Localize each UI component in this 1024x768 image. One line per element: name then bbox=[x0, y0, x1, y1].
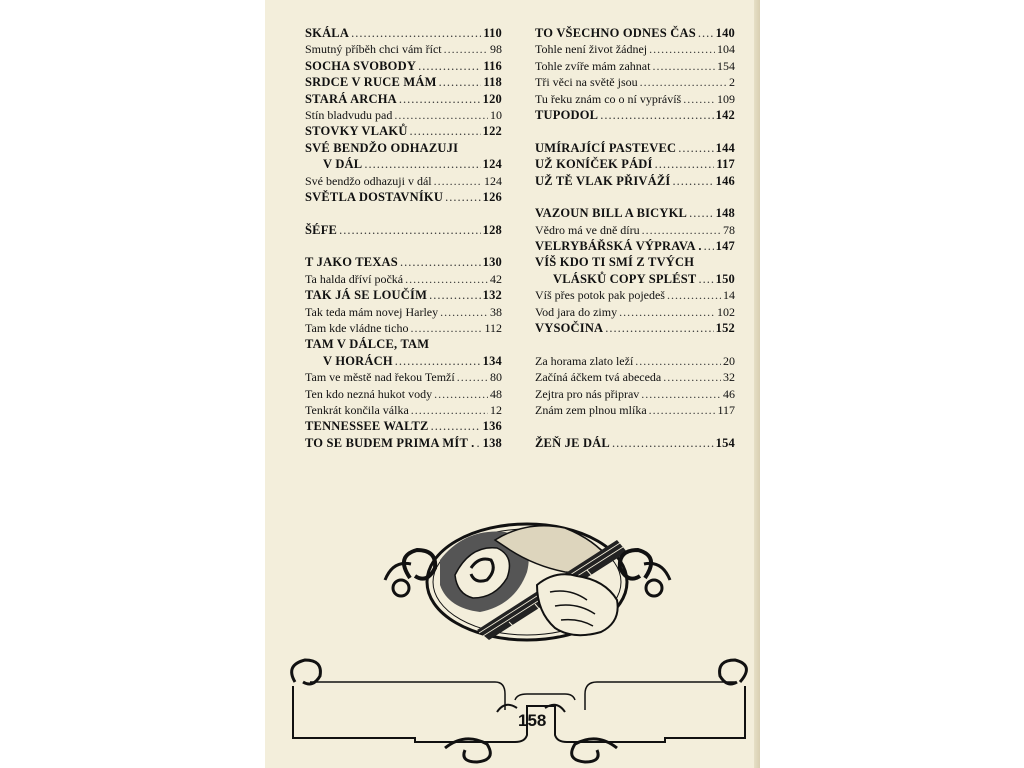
entry-page-number: 118 bbox=[483, 75, 502, 90]
entry-page-number: 48 bbox=[490, 386, 502, 401]
entry-page-number: 148 bbox=[715, 206, 735, 221]
entry-title: Za horama zlato leží bbox=[535, 353, 634, 368]
entry-title: VELRYBÁŘSKÁ VÝPRAVA . bbox=[535, 239, 702, 254]
entry-title: SRDCE V RUCE MÁM bbox=[305, 75, 437, 90]
entry-title: Znám zem plnou mlíka bbox=[535, 402, 647, 417]
entry-title: Vědro má ve dně díru bbox=[535, 222, 640, 237]
entry-page-number: 147 bbox=[715, 239, 735, 254]
entry-page-number: 110 bbox=[483, 26, 502, 40]
entry-title: Tenkrát končila válka bbox=[305, 402, 409, 417]
entry-page-number: 12 bbox=[490, 402, 502, 417]
entry-title: Tohle není život žádnej bbox=[535, 42, 648, 57]
entry-page-number: 42 bbox=[490, 271, 502, 286]
entry-page-number: 98 bbox=[490, 42, 502, 57]
guitar-illustration bbox=[427, 524, 627, 640]
entry-title: VYSOČINA bbox=[535, 321, 604, 336]
entry-title: UŽ KONÍČEK PÁDÍ bbox=[535, 157, 653, 172]
entry-page-number: 2 bbox=[729, 75, 735, 90]
entry-title: SVÉ BENDŽO ODHAZUJI bbox=[305, 140, 459, 155]
entry-title: Ta halda dříví počká bbox=[305, 271, 404, 286]
entry-page-number: 122 bbox=[482, 124, 502, 139]
entry-page-number: 32 bbox=[723, 370, 735, 385]
entry-title: Víš přes potok pak pojedeš bbox=[535, 288, 665, 303]
entry-page-number: 80 bbox=[490, 370, 502, 385]
entry-page-number: 14 bbox=[723, 288, 735, 303]
entry-title: Ten kdo nezná hukot vody bbox=[305, 386, 433, 401]
entry-page-number: 112 bbox=[484, 321, 502, 336]
entry-title: UMÍRAJÍCÍ PASTEVEC bbox=[535, 140, 677, 155]
entry-title: Začíná áčkem tvá abeceda bbox=[535, 370, 662, 385]
page-number: 158 bbox=[518, 711, 547, 730]
entry-title: V HORÁCH bbox=[323, 353, 393, 368]
entry-title: Stín bladvudu pad bbox=[305, 107, 393, 122]
entry-page-number: 146 bbox=[715, 173, 735, 188]
entry-page-number: 150 bbox=[715, 271, 735, 286]
entry-title: SVĚTLA DOSTAVNÍKU bbox=[305, 189, 444, 204]
entry-title: Zejtra pro nás připrav bbox=[535, 386, 640, 401]
entry-title: V DÁL bbox=[323, 157, 363, 172]
entry-page-number: 20 bbox=[723, 353, 735, 368]
entry-page-number: 117 bbox=[716, 157, 735, 172]
entry-page-number: 152 bbox=[715, 321, 735, 336]
entry-title: STOVKY VLAKŮ bbox=[305, 124, 408, 139]
entry-page-number: 124 bbox=[482, 157, 502, 172]
entry-title: ŠÉFE bbox=[305, 222, 338, 237]
entry-page-number: 154 bbox=[717, 58, 735, 73]
entry-page-number: 120 bbox=[482, 91, 502, 106]
entry-page-number: 78 bbox=[723, 222, 735, 237]
entry-page-number: 124 bbox=[484, 173, 502, 188]
entry-title: Tři věci na světě jsou bbox=[535, 75, 638, 90]
entry-page-number: 130 bbox=[482, 255, 502, 270]
entry-title: T JAKO TEXAS bbox=[305, 255, 398, 270]
entry-title: VAZOUN BILL A BICYKL bbox=[535, 206, 688, 221]
entry-page-number: 144 bbox=[715, 140, 735, 155]
entry-page-number: 10 bbox=[490, 107, 502, 122]
entry-title: TO VŠECHNO ODNES ČAS bbox=[535, 26, 696, 40]
entry-page-number: 104 bbox=[717, 42, 735, 57]
entry-title: UŽ TĚ VLAK PŘIVÁŽÍ bbox=[535, 173, 671, 188]
entry-page-number: 140 bbox=[715, 26, 735, 40]
entry-title: SKÁLA bbox=[305, 26, 350, 40]
entry-title: Tak teda mám novej Harley bbox=[305, 304, 439, 319]
entry-title: Tam ve městě nad řekou Temží bbox=[305, 370, 455, 385]
entry-page-number: 132 bbox=[482, 288, 502, 303]
entry-page-number: 38 bbox=[490, 304, 502, 319]
entry-page-number: 116 bbox=[483, 58, 502, 73]
entry-title: VLÁSKŮ COPY SPLÉST bbox=[553, 271, 697, 286]
entry-title: TENNESSEE WALTZ bbox=[305, 419, 429, 434]
entry-title: Vod jara do zimy bbox=[535, 304, 618, 319]
entry-title: TO SE BUDEM PRIMA MÍT . bbox=[305, 435, 475, 450]
entry-page-number: 138 bbox=[482, 435, 502, 450]
entry-page-number: 46 bbox=[723, 386, 735, 401]
entry-title: VÍŠ KDO TI SMÍ Z TVÝCH bbox=[535, 255, 695, 270]
book-page bbox=[265, 0, 760, 768]
entry-page-number: 117 bbox=[717, 402, 735, 417]
entry-title: SOCHA SVOBODY bbox=[305, 58, 417, 73]
entry-page-number: 136 bbox=[482, 419, 502, 434]
entry-title: Tam kde vládne ticho bbox=[305, 321, 409, 336]
entry-page-number: 102 bbox=[717, 304, 735, 319]
entry-title: Tohle zvíře mám zahnat bbox=[535, 58, 651, 73]
entry-page-number: 142 bbox=[715, 107, 735, 122]
entry-title: ŽEŇ JE DÁL bbox=[535, 435, 610, 450]
entry-title: Smutný příběh chci vám říct bbox=[305, 42, 442, 57]
entry-page-number: 126 bbox=[482, 189, 502, 204]
entry-page-number: 154 bbox=[715, 435, 735, 450]
entry-title: Tu řeku znám co o ní vyprávíš bbox=[535, 91, 682, 106]
entry-title: TUPODOL bbox=[535, 107, 599, 122]
entry-page-number: 128 bbox=[482, 222, 502, 237]
decoration-layer bbox=[265, 0, 760, 768]
entry-title: STARÁ ARCHA bbox=[305, 91, 397, 106]
entry-title: Své bendžo odhazuji v dál bbox=[305, 173, 432, 188]
entry-page-number: 134 bbox=[482, 353, 502, 368]
entry-page-number: 109 bbox=[717, 91, 735, 106]
entry-title: TAM V DÁLCE, TAM bbox=[305, 337, 430, 352]
entry-title: TAK JÁ SE LOUČÍM bbox=[305, 288, 428, 303]
